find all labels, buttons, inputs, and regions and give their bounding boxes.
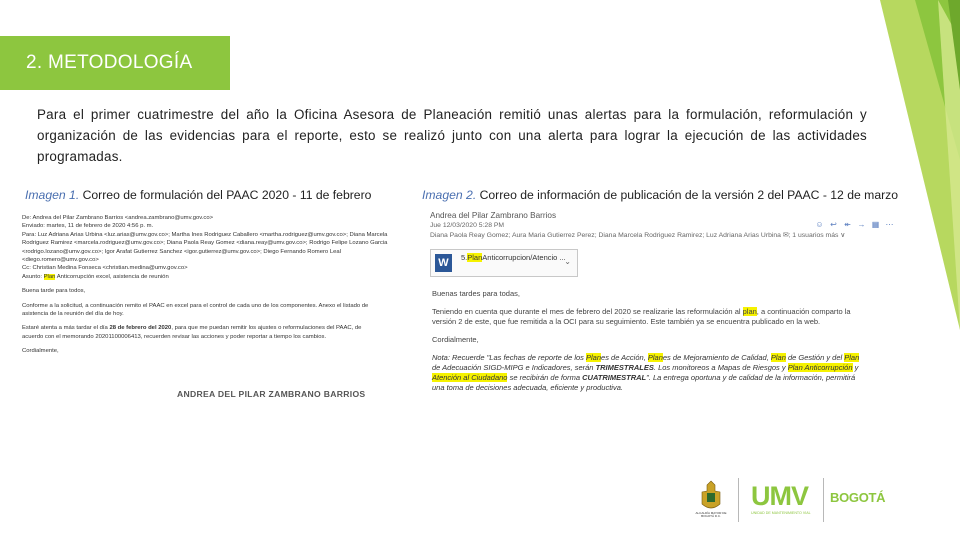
logo-divider xyxy=(823,478,824,522)
email-recipients: Diana Paola Reay Gomez; Aura Maria Gutierrez Perez; Diana Marcela Rodriguez Ramirez; Luz Adriana Arias Urbina ✉; 1 usuarios más ∨ xyxy=(430,232,846,239)
email-closing: Cordialmente, xyxy=(432,335,479,344)
bogota-logo: BOGOTÁ xyxy=(830,490,886,505)
seal-caption: ALCALDÍA MAYOR DE BOGOTÁ D.C. xyxy=(695,511,727,519)
email-date: Jue 12/03/2020 5:28 PM xyxy=(430,222,505,229)
caption-label: Imagen 2. xyxy=(422,188,477,202)
attachment-name: 5.PlanAnticorrupcion/Atencio ... xyxy=(461,253,566,262)
note-line: de Adecuación SIGD-MIPG e Indicadores, serán TRIMESTRALES. Los monitoreos a Mapas de Riesgos y Plan Anticorrupción y xyxy=(432,363,859,372)
email-sent: Enviado: martes, 11 de febrero de 2020 4:56 p. m. xyxy=(22,223,154,230)
bogota-seal-icon xyxy=(698,480,724,514)
caption-text: Correo de formulación del PAAC 2020 - 11 de febrero xyxy=(79,188,372,202)
email-sender: Andrea del Pilar Zambrano Barrios xyxy=(430,211,557,220)
email-paragraph: Estaré atenta a más tardar el día 28 de febrero del 2020, para que me puedan remitir los ajustes o reformulaciones del PAAC, de acuerdo con el memorando 20201100006413, recuerden revisar las acciones y poder reportar a tiempo los cambios. xyxy=(22,325,362,340)
logo-divider xyxy=(738,478,739,522)
forward-icon[interactable]: → xyxy=(857,219,866,229)
reply-all-icon[interactable]: ↞ xyxy=(844,219,851,229)
caption-image-1 xyxy=(25,188,371,202)
email-to: <rodrigo.lozano@umv.gov.co>; Igor Arafat Gutierrez Sanchez <igor.gutierrez@umv.gov.co>; Diego Fernando Romero Leal xyxy=(22,248,341,255)
caption-image-2 xyxy=(422,188,898,202)
umv-logo: UMV xyxy=(751,481,808,511)
email-screenshot-formulacion xyxy=(22,214,407,398)
emoji-icon[interactable]: ☺ xyxy=(815,219,824,229)
intro-paragraph: Para el primer cuatrimestre del año la Oficina Asesora de Planeación remitió unas alertas para la formulación, reformulación y organización de las evidencias para el reporte, esto se realizó junto con una alerta para lograr la ejecución de las actividades programadas. xyxy=(37,107,867,164)
reply-icon[interactable]: ↩ xyxy=(830,219,837,229)
highlight: Plan xyxy=(43,273,56,280)
email-signature: ANDREA DEL PILAR ZAMBRANO BARRIOS xyxy=(177,388,366,399)
caption-label: Imagen 1. xyxy=(25,188,80,202)
email-body xyxy=(432,289,902,393)
email-to: <diego.romero@umv.gov.co> xyxy=(22,257,99,264)
email-greeting: Buenas tardes para todas, xyxy=(432,289,520,298)
umv-subtitle: UNIDAD DE MANTENIMIENTO VIAL xyxy=(751,511,811,515)
email-screenshot-publicacion xyxy=(430,211,900,392)
word-document-icon: W xyxy=(435,254,452,272)
email-from: De: Andrea del Pilar Zambrano Barrios <andrea.zambrano@umv.gov.co> xyxy=(22,215,214,221)
email-paragraph: Teniendo en cuenta que durante el mes de febrero del 2020 se realizarie las reformulación al plan, a continuación comparto la versión 2 de este, que fue remitida a la OCI para su seguimiento. Este también ya se encuentra publicado en la web. xyxy=(432,307,851,326)
chevron-down-icon[interactable]: ⌄ xyxy=(564,257,571,266)
institutional-logos xyxy=(695,478,908,524)
email-cc: Cc: Christian Medina Fonseca <christian.medina@umv.gov.co> xyxy=(22,265,188,272)
email-note xyxy=(432,353,902,393)
section-title: 2. METODOLOGÍA xyxy=(26,52,193,73)
email-to: Rodriguez Ramirez <marcela.rodriguez@umv.gov.co>; Diana Paola Reay Gomez <diana.reay@umv.gov.co>; Rodrigo Felipe Lozano Garcia xyxy=(22,240,388,247)
more-icon[interactable]: ⋯ xyxy=(885,219,894,229)
grid-icon[interactable]: ▦ xyxy=(871,219,880,229)
email-paragraph: Conforme a la solicitud, a continuación remito el PAAC en excel para el control de cada uno de los componentes. Anexo el listado de asistencia de la reunión del día de hoy. xyxy=(22,302,369,318)
note-line: una toma de decisiones adecuada, eficiente y productiva. xyxy=(432,383,623,392)
note-line: Nota: Recuerde "Las fechas de reporte de los Planes de Acción, Planes de Mejoramiento de Calidad, Plan de Gestión y del Plan xyxy=(432,353,860,362)
caption-text: Correo de información de publicación de la versión 2 del PAAC - 12 de marzo xyxy=(476,188,899,202)
email-closing: Cordialmente, xyxy=(22,348,59,355)
email-greeting: Buena tarde para todos, xyxy=(22,288,86,295)
email-to: Para: Luz Adriana Arias Urbina <luz.arias@umv.gov.co>; Martha Ines Rodriguez Caballero <martha.rodriguez@umv.gov.co>; Diana Marcela xyxy=(22,231,388,238)
note-line: Atención al Ciudadano se recibirán de forma CUATRIMESTRAL". La entrega oportuna y de calidad de la información, permitirá xyxy=(432,373,856,382)
email-subject: Asunto: Plan Anticorrupción excel, asistencia de reunión xyxy=(22,273,169,280)
attachment-card[interactable] xyxy=(430,249,578,277)
email-actions xyxy=(815,219,905,229)
